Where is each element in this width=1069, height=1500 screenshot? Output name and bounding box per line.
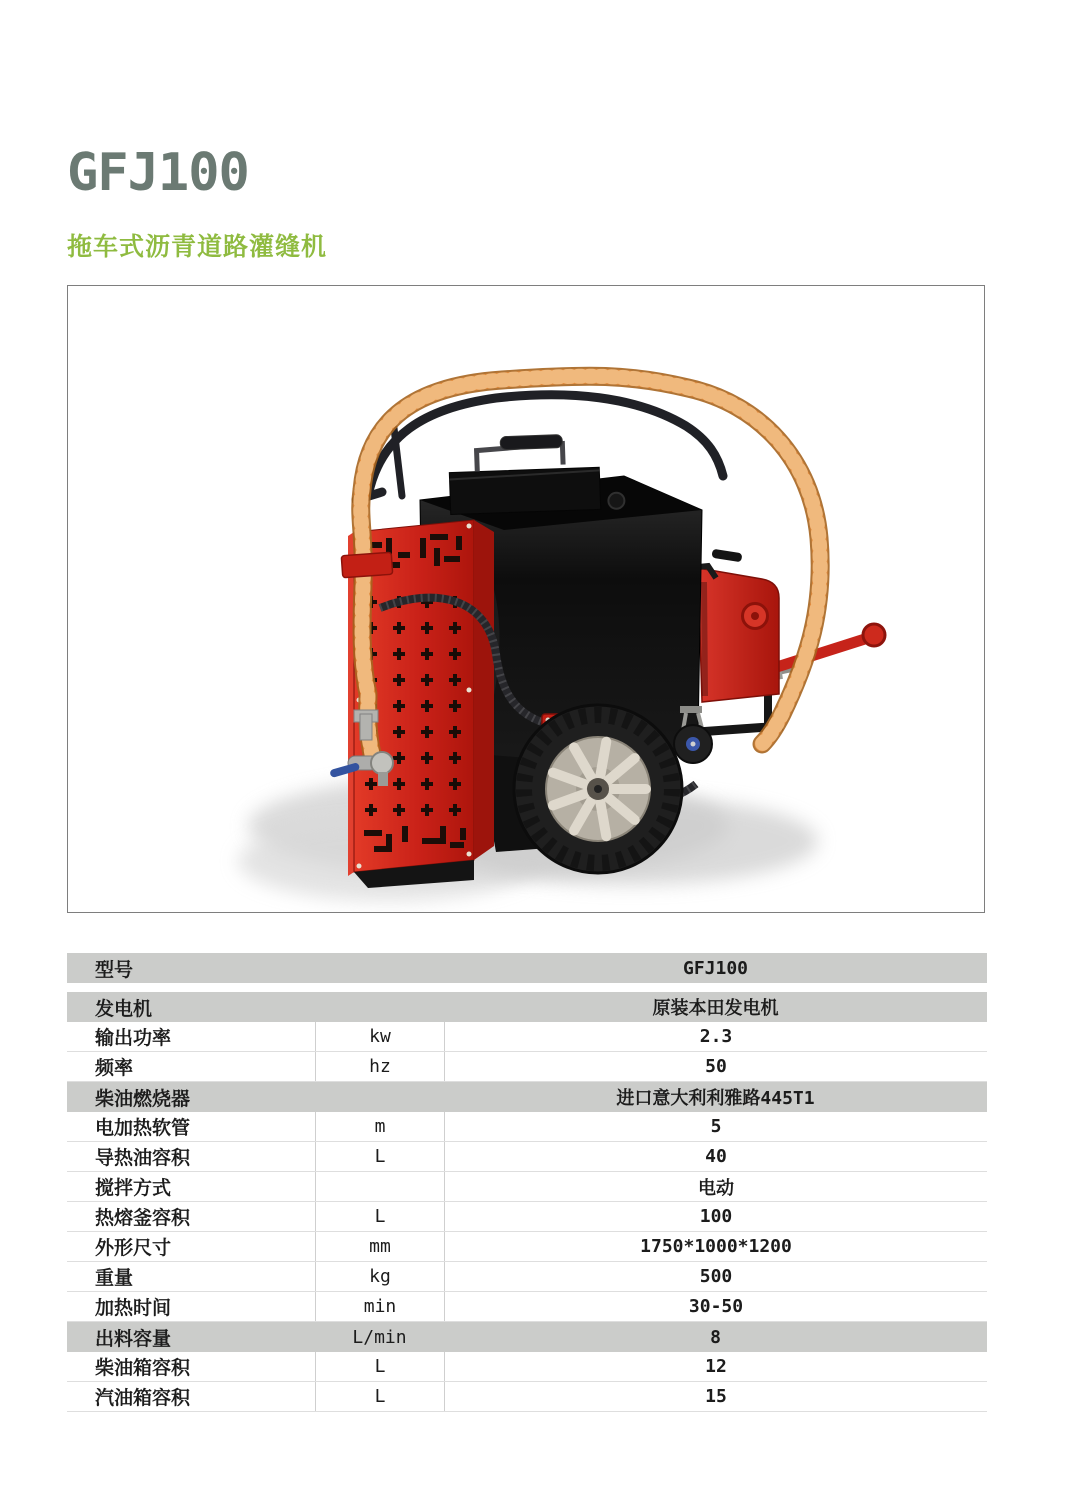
spec-row-4 — [67, 1082, 987, 1112]
spec-row-8 — [67, 1202, 987, 1232]
spec-unit-12: L/min — [352, 1326, 407, 1348]
spec-row-14 — [67, 1382, 987, 1412]
spec-value-9: 1750*1000*1200 — [444, 1232, 987, 1261]
spec-unit-6: L — [315, 1142, 444, 1171]
spec-unit-7 — [315, 1172, 444, 1201]
spec-value-1: 原装本田发电机 — [652, 998, 779, 1019]
spec-value-0: GFJ100 — [682, 957, 749, 979]
main-wheel — [514, 705, 682, 873]
spec-unit-4 — [315, 1082, 444, 1112]
spec-row-6 — [67, 1142, 987, 1172]
spec-value-2: 2.3 — [444, 1022, 987, 1051]
spec-value-10: 500 — [444, 1262, 987, 1291]
spec-unit-1 — [315, 992, 444, 1022]
spec-row-0 — [67, 953, 987, 983]
spec-value-5: 5 — [444, 1112, 987, 1141]
spec-unit-5: m — [315, 1112, 444, 1141]
spec-row-3 — [67, 1052, 987, 1082]
spec-row-11 — [67, 1292, 987, 1322]
page-subtitle: 拖车式沥青道路灌缝机 — [67, 232, 328, 261]
spec-unit-14: L — [315, 1382, 444, 1411]
spec-label-4: 柴油燃烧器 — [95, 1087, 191, 1110]
spec-unit-8: L — [315, 1202, 444, 1231]
spec-row-2 — [67, 1022, 987, 1052]
spec-label-8: 热熔釜容积 — [95, 1207, 191, 1229]
spec-label-10: 重量 — [95, 1267, 134, 1289]
machine-illustration — [68, 286, 984, 912]
spec-value-14: 15 — [444, 1382, 987, 1411]
hose-bracket — [341, 552, 392, 577]
spec-row-1 — [67, 992, 987, 1022]
spec-label-2: 输出功率 — [95, 1027, 172, 1049]
spec-value-3: 50 — [444, 1052, 987, 1081]
spec-label-3: 频率 — [95, 1057, 134, 1079]
spec-value-7: 电动 — [444, 1172, 987, 1201]
spec-unit-10: kg — [315, 1262, 444, 1291]
tank-lid — [448, 433, 625, 515]
spec-row-9 — [67, 1232, 987, 1262]
spec-row-13 — [67, 1352, 987, 1382]
spec-label-13: 柴油箱容积 — [95, 1357, 191, 1379]
spec-label-7: 搅拌方式 — [95, 1177, 172, 1199]
spec-value-8: 100 — [444, 1202, 987, 1231]
spec-label-11: 加热时间 — [95, 1297, 172, 1319]
spec-unit-0 — [315, 953, 444, 983]
spec-value-12: 8 — [710, 1326, 721, 1348]
spec-value-6: 40 — [444, 1142, 987, 1171]
spec-row-5 — [67, 1112, 987, 1142]
spec-unit-3: hz — [315, 1052, 444, 1081]
product-photo — [67, 285, 985, 913]
spec-row-10 — [67, 1262, 987, 1292]
page-title: GFJ100 — [67, 143, 249, 203]
spec-unit-2: kw — [315, 1022, 444, 1051]
spec-label-14: 汽油箱容积 — [95, 1387, 191, 1409]
spec-table — [67, 953, 987, 1412]
spec-value-13: 12 — [444, 1352, 987, 1381]
spec-row-12 — [67, 1322, 987, 1352]
spec-unit-13: L — [315, 1352, 444, 1381]
spec-value-4: 进口意大利利雅路445T1 — [616, 1088, 815, 1109]
spec-label-1: 发电机 — [95, 997, 153, 1020]
spec-unit-11: min — [315, 1292, 444, 1321]
spec-label-5: 电加热软管 — [95, 1117, 191, 1139]
spec-value-11: 30-50 — [444, 1292, 987, 1321]
spec-label-12: 出料容量 — [95, 1327, 172, 1350]
spec-label-0: 型号 — [95, 958, 134, 981]
spec-label-9: 外形尺寸 — [95, 1237, 172, 1259]
spec-label-6: 导热油容积 — [95, 1147, 191, 1169]
spec-row-7 — [67, 1172, 987, 1202]
spec-unit-9: mm — [315, 1232, 444, 1261]
